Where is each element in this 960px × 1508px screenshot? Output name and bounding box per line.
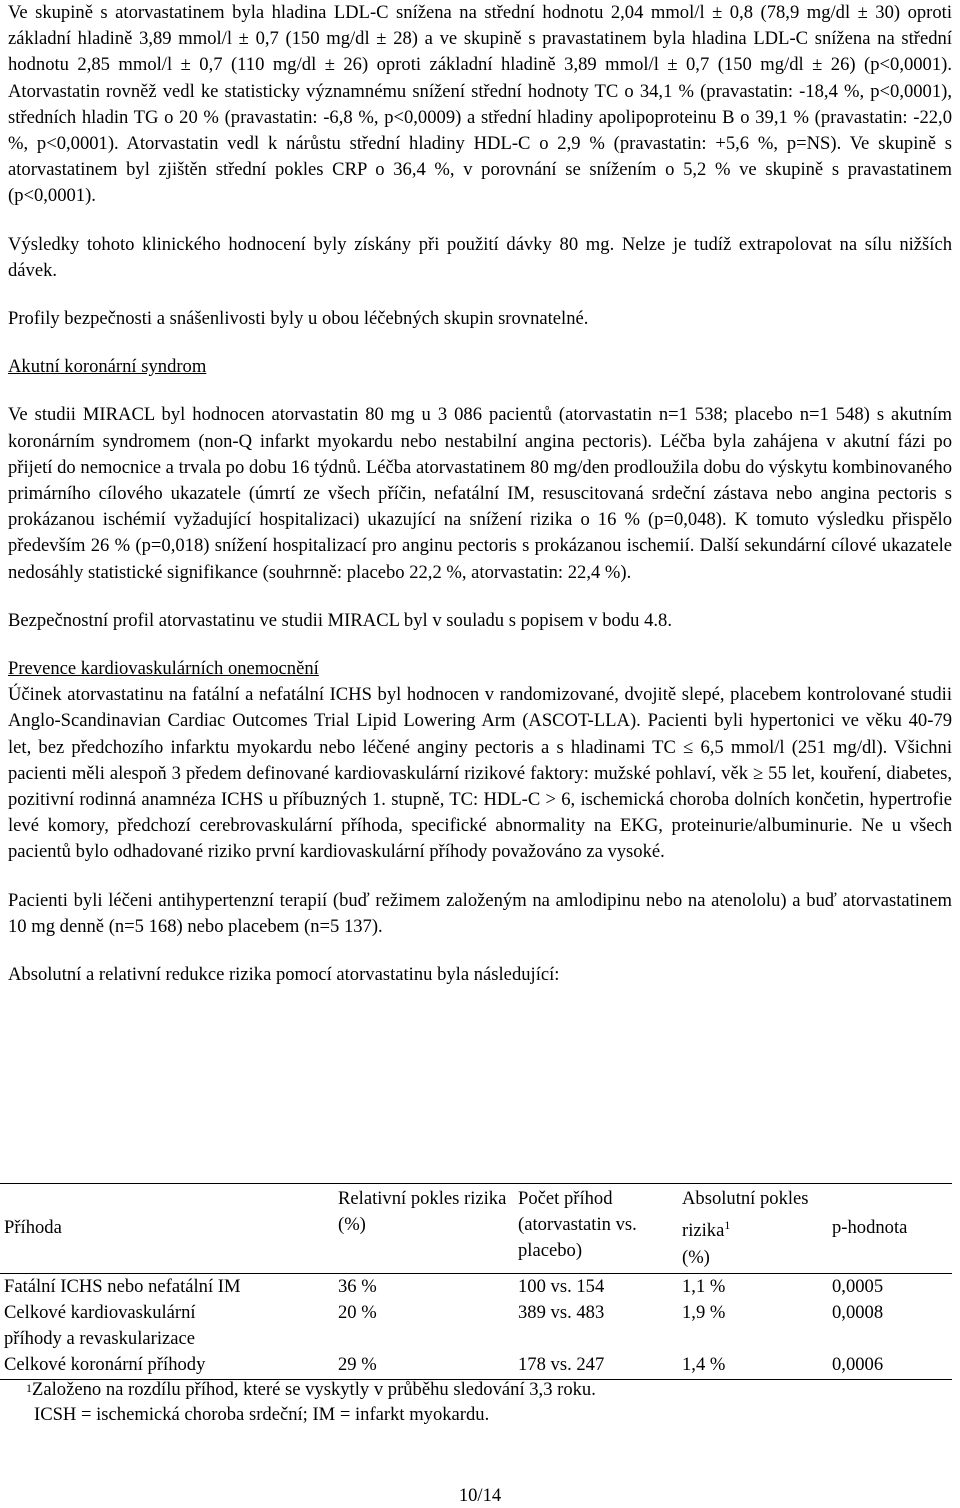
page-number: 10/14 bbox=[458, 1485, 502, 1506]
cell-relative: 36 % bbox=[338, 1275, 377, 1297]
paragraph-table-intro: Absolutní a relativní redukce rizika pomocí atorvastatinu byla následující: bbox=[8, 964, 560, 986]
cell-absolute: 1,1 % bbox=[682, 1275, 726, 1297]
cell-event: Fatální ICHS nebo nefatální IM bbox=[4, 1275, 241, 1297]
section-heading-acute-coronary-syndrome: Akutní koronární syndrom bbox=[8, 356, 207, 378]
cell-relative: 29 % bbox=[338, 1354, 377, 1376]
cell-count: 178 vs. 247 bbox=[518, 1354, 605, 1376]
header-event: Příhoda bbox=[4, 1217, 62, 1239]
paragraph-miracl-safety: Bezpečnostní profil atorvastatinu ve studii MIRACL byl v souladu s popisem v bodu 4.8. bbox=[8, 609, 672, 631]
paragraph-ldl-results: Ve skupině s atorvastatinem byla hladina LDL-C snížena na střední hodnotu 2,04 mmol/l ± 0,8 (78,9 mg/dl ± 30) oproti základní hladině 3,89 mmol/l ± 0,7 (150 mg/dl ± 28) a ve skupině s pravastatinem byla hladina LDL-C snížena na střední hodnotu 2,85 mmol/l ± 0,7 (110 mg/dl ± 26) oproti základní hladině 3,89 mmol/l ± 0,7 (150 mg/dl ± 26) (p<0,0001). Atorvastatin rovněž vedl ke statisticky významnému snížení střední hodnoty TC o 34,1 % (pravastatin: -18,4 %, p<0,0001), středních hladin TG o 20 % (pravastatin: -6,8 %, p<0,0009) a střední hladiny apolipoproteinu B o 39,1 % (pravastatin: -22,0 %, p<0,0001). Atorvastatin vedl k nárůstu střední hladiny HDL-C o 2,9 % (pravastatin: +5,6 %, p=NS). Ve skupině s atorvastatinem byl zjištěn střední pokles CRP o 36,4 %, v porovnání se snížením o 5,2 % ve skupině s pravastatinem (p<0,0001). bbox=[8, 2, 952, 207]
footnote-1 bbox=[26, 1378, 596, 1402]
risk-reduction-table bbox=[0, 1183, 952, 1380]
footnote-abbreviations: ICSH = ischemická choroba srdeční; IM = infarkt myokardu. bbox=[34, 1404, 490, 1425]
cell-p: 0,0008 bbox=[832, 1302, 884, 1323]
cell-event: Celkové kardiovaskulární příhody a revaskularizace bbox=[4, 1302, 196, 1350]
cell-absolute: 1,9 % bbox=[682, 1302, 726, 1323]
cell-relative: 20 % bbox=[338, 1302, 377, 1323]
header-event-count: Počet příhod (atorvastatin vs. placebo) bbox=[518, 1188, 637, 1262]
cell-count: 389 vs. 483 bbox=[518, 1302, 605, 1323]
header-absolute-risk-text: Absolutní pokles rizika bbox=[682, 1188, 809, 1242]
paragraph-ascot-lla: Účinek atorvastatinu na fatální a nefatální ICHS byl hodnocen v randomizované, dvojitě slepé, placebem kontrolované studii Anglo-Scandinavian Cardiac Outcomes Trial Lipid Lowering Arm (ASCOT-LLA). Pacienti byli hypertonici ve věku 40-79 let, bez předchozího infarktu myokardu nebo léčené anginy pectoris a s hladinami TC ≤ 6,5 mmol/l (251 mg/dl). Všichni pacienti měli alespoň 3 předem definované kardiovaskulární rizikové faktory: mužské pohlaví, věk ≥ 55 let, kouření, diabetes, pozitivní rodinná anamnéza ICHS u příbuzných 1. stupně, TC: HDL-C > 6, ischemická choroba dolních končetin, hypertrofie levé komory, předchozí cerebrovaskulární příhoda, specifické abnormality na EKG, proteinurie/albuminurie. Ne u všech pacientů bylo odhadované riziko první kardiovaskulární příhody považováno za vysoké. bbox=[8, 684, 952, 863]
section-heading-cv-prevention: Prevence kardiovaskulárních onemocnění bbox=[8, 658, 319, 680]
table-header-row bbox=[0, 1184, 952, 1274]
header-p-value: p-hodnota bbox=[832, 1217, 908, 1239]
header-absolute-risk-unit: (%) bbox=[682, 1246, 710, 1268]
footnote-marker: 1 bbox=[724, 1218, 731, 1233]
cell-absolute: 1,4 % bbox=[682, 1354, 726, 1376]
document-body bbox=[8, 0, 952, 988]
table-row bbox=[0, 1352, 952, 1379]
cell-event: Celkové koronární příhody bbox=[4, 1354, 206, 1376]
cell-p: 0,0005 bbox=[832, 1275, 884, 1297]
paragraph-safety-profiles: Profily bezpečnosti a snášenlivosti byly u obou léčebných skupin srovnatelné. bbox=[8, 308, 589, 330]
paragraph-miracl-study: Ve studii MIRACL byl hodnocen atorvastatin 80 mg u 3 086 pacientů (atorvastatin n=1 538; placebo n=1 548) s akutním koronárním syndromem (non-Q infarkt myokardu nebo nestabilní angina pectoris). Léčba byla zahájena v akutní fázi po přijetí do nemocnice a trvala po dobu 16 týdnů. Léčba atorvastatinem 80 mg/den prodloužila dobu do výskytu kombinovaného primárního cílového ukazatele (úmrtí ze všech příčin, nefatální IM, resuscitovaná srdeční zástava nebo angina pectoris s prokázanou ischémií vyžadující hospitalizaci) ukazující na snížení rizika o 16 % (p=0,048). K tomuto výsledku přispělo především 26 % (p=0,018) snížení hospitalizací pro anginu pectoris s prokázanou ischemií. Další sekundární cílové ukazatele nedosáhly statistické signifikance (souhrnně: placebo 22,2 %, atorvastatin: 22,4 %). bbox=[8, 404, 952, 583]
header-absolute-risk bbox=[682, 1184, 832, 1274]
header-relative-risk: Relativní pokles rizika (%) bbox=[338, 1188, 507, 1236]
paragraph-dose-note: Výsledky tohoto klinického hodnocení byly získány při použití dávky 80 mg. Nelze je tudíž extrapolovat na sílu nižších dávek. bbox=[8, 233, 952, 281]
footnote-1-text: Založeno na rozdílu příhod, které se vyskytly v průběhu sledování 3,3 roku. bbox=[32, 1379, 596, 1400]
table-row bbox=[0, 1273, 952, 1300]
footnote-1-marker: 1 bbox=[26, 1381, 32, 1395]
cell-p: 0,0006 bbox=[832, 1354, 884, 1376]
paragraph-treatment-arms: Pacienti byli léčeni antihypertenzní terapií (buď režimem založeným na amlodipinu nebo na atenololu) a buď atorvastatinem 10 mg denně (n=5 168) nebo placebem (n=5 137). bbox=[8, 889, 952, 937]
cell-count: 100 vs. 154 bbox=[518, 1275, 605, 1297]
table-row bbox=[0, 1300, 952, 1352]
